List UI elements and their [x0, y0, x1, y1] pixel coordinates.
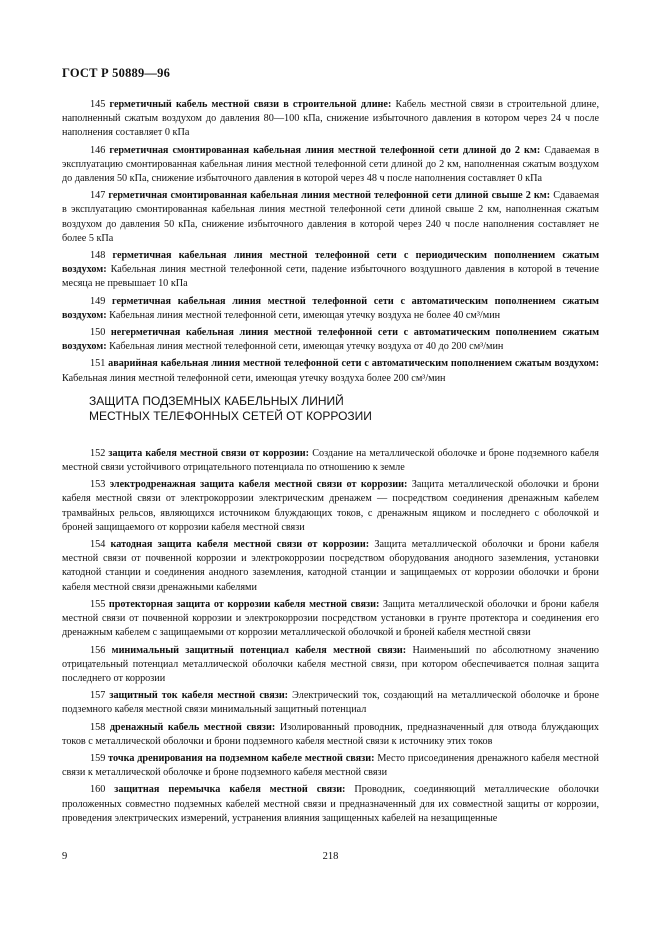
term-definition: Защита металлической оболочки и брони кабеля местной связи от почвенной коррозии и электрокоррозии посредством установки в грунте протектора и соединения его дренажным кабелем с защищаемыми от коррозии металлической оболочкой и броней кабеля местной связи [62, 598, 599, 639]
term-number: 145 [90, 99, 106, 110]
term-number: 154 [90, 539, 106, 551]
term-entry [62, 144, 599, 187]
term-title: герметичная кабельная линия местной телефонной сети с периодическим пополнением сжатым воздухом: [62, 250, 600, 276]
term-number: 151 [90, 358, 106, 370]
term-entry [62, 752, 599, 780]
term-entry [62, 689, 599, 717]
term-number: 159 [90, 752, 106, 764]
term-number: 156 [90, 644, 106, 656]
term-entry [62, 98, 599, 141]
term-title: защита кабеля местной связи от коррозии: [108, 447, 310, 459]
term-definition: Проводник, соединяющий металлические оболочки проложенных совместно подземных кабелей местной связи и предназначенный для их совместной защиты от коррозии, проведения электрических измерений, устранения влияния защищенных кабелей на незащищенные [62, 784, 600, 824]
term-title: защитная перемычка кабеля местной связи: [114, 784, 346, 796]
section-heading-line-1: ЗАЩИТА ПОДЗЕМНЫХ КАБЕЛЬНЫХ ЛИНИЙ [89, 393, 344, 408]
term-title: аварийная кабельная линия местной телефонной сети с автоматическим пополнением сжатым воздухом: [108, 358, 599, 370]
term-entry [62, 249, 599, 292]
term-entry [62, 326, 599, 354]
term-definition: Место присоединения дренажного кабеля местной связи к металлической оболочке и броне подземного кабеля местной связи [62, 752, 600, 779]
term-number: 160 [90, 784, 106, 796]
term-number: 147 [90, 190, 106, 202]
term-entry [62, 538, 599, 595]
term-number: 155 [90, 598, 106, 610]
term-definition: Сдаваемая в эксплуатацию смонтированная кабельная линия местной телефонной сети длиной свыше 2 км, наполненная сжатым воздухом до давления 50 кПа, снижение избыточного давления в которой через 240 ч после наполнения составляет не более 5 кПа [62, 190, 600, 244]
term-entry [62, 478, 599, 535]
term-entry [62, 721, 599, 749]
term-definition: Защита металлической оболочки и брони кабеля местной связи от электрокоррозии электрическим дренажем — посредством соединения дренажным кабелем трамвайных рельсов, являющихся источником блуждающих токов, с дренажным ящиком и последнего с оболочкой и броней защищаемого от коррозии кабеля местной связи [62, 479, 599, 533]
term-entry [62, 447, 599, 475]
term-number: 158 [90, 721, 106, 733]
term-definition: Кабельная линия местной телефонной сети, имеющая утечку воздуха более 200 см³/мин [62, 372, 446, 384]
term-title: дренажный кабель местной связи: [109, 721, 276, 733]
term-title: защитный ток кабеля местной связи: [109, 690, 289, 702]
term-title: протекторная защита от коррозии кабеля местной связи: [108, 598, 380, 610]
term-definition: Создание на металлической оболочке и броне подземного кабеля местной связи устойчивого отрицательного потенциала по отношению к земле [62, 447, 599, 474]
term-title: точка дренирования на подземном кабеле местной связи: [108, 752, 375, 764]
section-heading-line-2: МЕСТНЫХ ТЕЛЕФОННЫХ СЕТЕЙ ОТ КОРРОЗИИ [89, 409, 372, 424]
term-definition: Кабель местной связи в строительной длине, наполненный сжатым воздухом до давления 80—100 кПа, снижение избыточного давления в котором через 24 ч после наполнения составляет 0 кПа [62, 99, 599, 139]
term-number: 149 [90, 295, 106, 307]
term-number: 152 [90, 447, 106, 459]
term-definition: Сдаваемая в эксплуатацию смонтированная кабельная линия местной телефонной сети длиной до 2 км, наполненная сжатым воздухом до давления 50 кПа, снижение избыточного давления в которой через 48 ч после наполнения составляет 0 кПа [62, 144, 600, 185]
term-number: 157 [90, 690, 106, 702]
term-title: электродренажная защита кабеля местной связи от коррозии: [109, 479, 408, 491]
term-definition: Кабельная линия местной телефонной сети, имеющая утечку воздуха не более 40 см³/мин [109, 309, 501, 321]
term-definition: Электрический ток, создающий на металлической оболочке и броне подземного кабеля местной связи минимальный защитный потенциал [62, 690, 599, 716]
document-header: ГОСТ Р 50889—96 [62, 66, 171, 80]
document-body [62, 98, 599, 829]
term-title: катодная защита кабеля местной связи от коррозии: [110, 539, 370, 551]
terms-list-cable-integrity [62, 98, 599, 386]
term-number: 146 [90, 144, 106, 156]
term-number: 153 [90, 479, 106, 491]
term-title: герметичная кабельная линия местной телефонной сети с автоматическим пополнением сжатым воздухом: [62, 295, 599, 321]
terms-list-corrosion-protection [62, 447, 599, 826]
term-definition: Наименьший по абсолютному значению отрицательный потенциал металлической оболочки кабеля местной связи, при котором обеспечивается полная защита последнего от коррозии [62, 644, 600, 684]
term-title: минимальный защитный потенциал кабеля местной связи: [111, 644, 407, 656]
term-title: герметичная смонтированная кабельная линия местной телефонной сети длиной до 2 км: [109, 144, 541, 156]
term-definition: Кабельная линия местной телефонной сети, имеющая утечку воздуха от 40 до 200 см³/мин [109, 341, 504, 353]
term-definition: Кабельная линия местной телефонной сети, падение избыточного воздушного давления в которой в течение месяца не превышает 10 кПа [62, 264, 599, 290]
term-entry [62, 783, 599, 826]
term-entry [62, 644, 599, 687]
term-number: 148 [90, 250, 106, 262]
term-definition: Защита металлической оболочки и брони кабеля местной связи от почвенной коррозии и электрокоррозии посредством оборудования анодного заземления, установки катодной станции и соединения анодного заземления, катодной станции и защищаемых от коррозии оболочки и брони кабеля местной связи дренажными кабелями [62, 539, 599, 593]
page-number: 218 [322, 851, 339, 862]
footer-left-number: 9 [62, 851, 68, 862]
term-definition: Изолированный проводник, предназначенный для отвода блуждающих токов с металлической оболочки и брони подземного кабеля местной связи к источнику этих токов [62, 721, 599, 747]
term-entry [62, 189, 599, 246]
section-heading [89, 394, 599, 425]
term-entry [62, 598, 599, 641]
term-entry [62, 295, 599, 323]
term-number: 150 [90, 327, 106, 339]
term-title: герметичный кабель местной связи в строительной длине: [109, 99, 392, 110]
term-title: негерметичная кабельная линия местной телефонной сети с автоматическим пополнением сжатым воздухом: [62, 327, 600, 353]
term-title: герметичная смонтированная кабельная линия местной телефонной сети длиной свыше 2 км: [108, 190, 551, 202]
term-entry [62, 357, 599, 385]
